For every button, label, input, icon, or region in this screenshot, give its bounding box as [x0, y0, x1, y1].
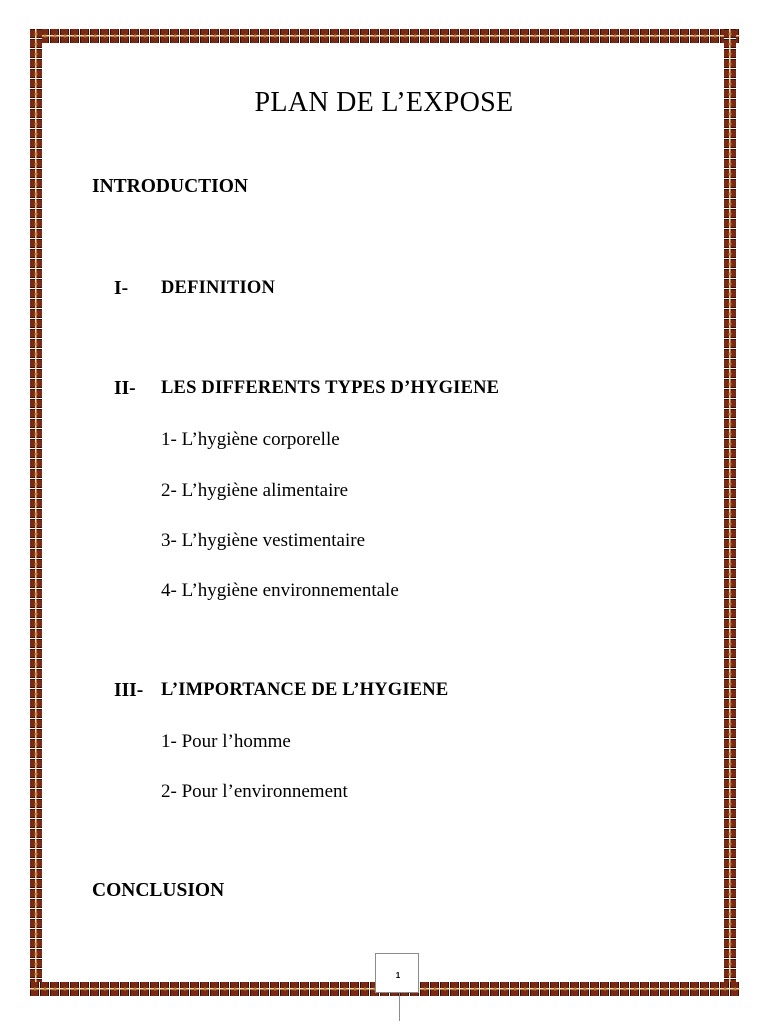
decorative-border-left [30, 29, 42, 996]
decorative-border-top [30, 29, 740, 43]
decorative-border-right [724, 29, 736, 996]
section-2-title: LES DIFFERENTS TYPES D’HYGIENE [161, 378, 500, 398]
section-3-title: L’IMPORTANCE DE L’HYGIENE [161, 680, 449, 700]
section-2-item: 1- L’hygiène corporelle [161, 429, 340, 450]
section-2-item: 3- L’hygiène vestimentaire [161, 530, 366, 551]
page-number-box [375, 953, 419, 993]
page-title: PLAN DE L’EXPOSE [254, 87, 514, 118]
section-2-item: 4- L’hygiène environnementale [161, 580, 399, 601]
section-2-item: 2- L’hygiène alimentaire [161, 480, 349, 501]
section-2-number: II- [114, 378, 136, 399]
page-number-connector-line [399, 993, 400, 1021]
section-3-item: 1- Pour l’homme [161, 731, 291, 752]
section-3-item: 2- Pour l’environnement [161, 781, 348, 802]
section-3-number: III- [114, 680, 144, 701]
section-1-number: I- [114, 278, 129, 299]
page-number: 1 [395, 971, 401, 980]
conclusion-heading: CONCLUSION [92, 880, 225, 901]
section-1-title: DEFINITION [161, 278, 276, 298]
introduction-heading: INTRODUCTION [92, 176, 249, 197]
